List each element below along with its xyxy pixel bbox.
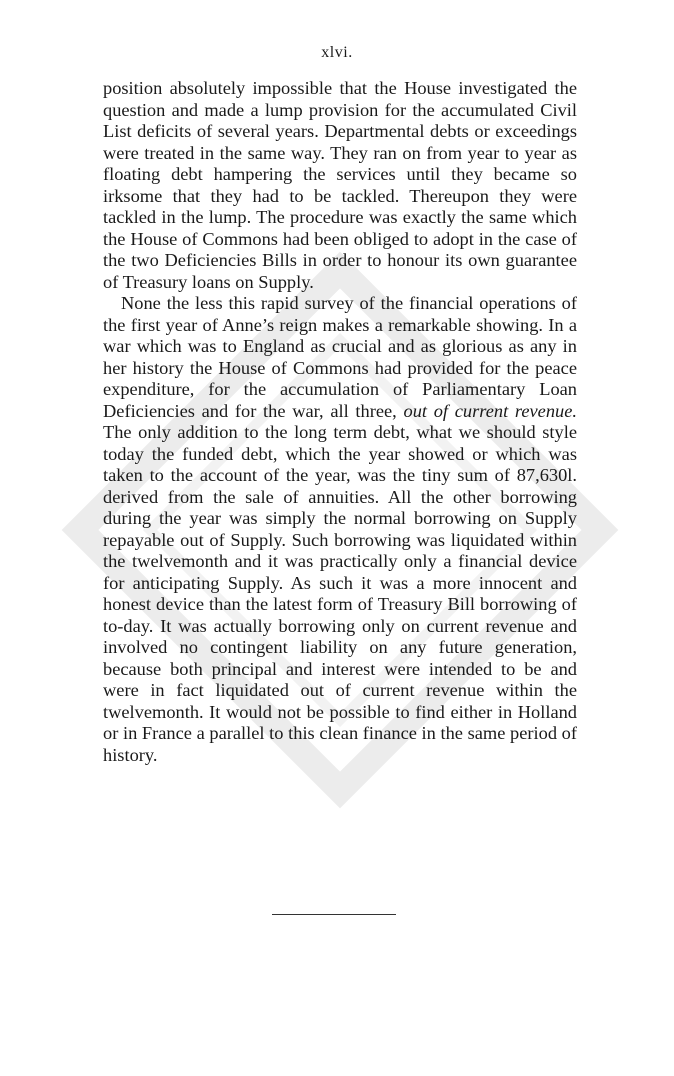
body-text xyxy=(103,78,577,766)
page-number: xlvi. xyxy=(321,44,353,61)
paragraph-2-text-end: The only addition to the long term debt, what we should style today the funded debt, which the year showed or which was taken to the account of the year, was the tiny sum of 87,630l. derived from the sale of annuities. All the other borrowing during the year was simply the normal borrowing on Supply repayable out of Supply. Such borrowing was liquidated within the twelvemonth and it was practically only a financial device for anticipating Supply. As such it was a more innocent and honest device than the latest form of Treasury Bill borrowing of to-day. It was actually borrowing only on current revenue and involved no contingent liability on any future generation, because both principal and interest were intended to be and were in fact liquidated out of current revenue within the twelvemonth. It would not be possible to find either in Holland or in France a parallel to this clean finance in the same period of history. xyxy=(103,422,577,765)
section-divider xyxy=(272,914,396,915)
paragraph-2-italic-phrase: out of current revenue. xyxy=(403,400,578,421)
paragraph-1: position absolutely impossible that the House investigated the question and made a lump provision for the accumulated Civil List deficits of several years. Departmental debts or exceedings were treated in the same way. They ran on from year to year as floating debt hampering the services until they became so irksome that they had to be tackled. Thereupon they were tackled in the lump. The procedure was exactly the same which the House of Commons had been obliged to adopt in the case of the two Deficiencies Bills in order to honour its own guarantee of Treasury loans on Supply. xyxy=(103,78,577,292)
paragraph-2 xyxy=(103,293,577,766)
paragraph-2-text-start: None the less this rapid survey of the financial operations of the first year of Anne’s reign makes a remarkable showing. In a war which was to England as crucial and as glorious as any in her history the House of Commons had provided for the peace expenditure, for the accumulation of Parliamentary Loan Deficiencies and for the war, all three, xyxy=(103,293,577,421)
